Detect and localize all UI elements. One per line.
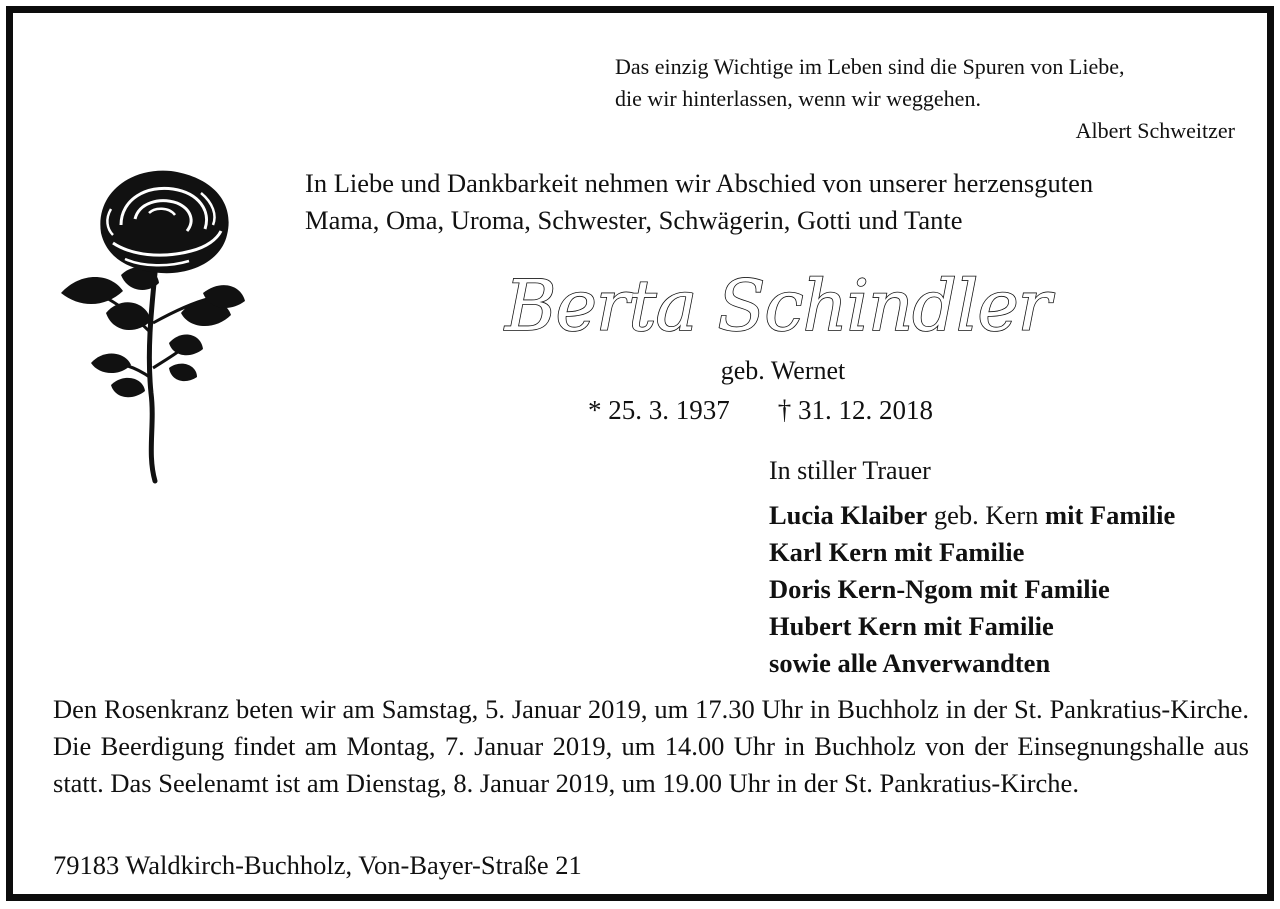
service-details: Den Rosenkranz beten wir am Samstag, 5. Januar 2019, um 17.30 Uhr in Buchholz in der St. Pankratius-Kirche. Die Beerdigung findet am Montag, 7. Januar 2019, um 14.00 Uhr in Buchholz von der Einsegnungshalle aus statt. Das Seelenamt ist am Dienstag, 8. Januar 2019, um 19.00 Uhr in der St. Pankratius-Kirche. [53, 694, 1249, 798]
death-date: † 31. 12. 2018 [777, 395, 933, 425]
mourner-row: Karl Kern mit Familie [769, 537, 1025, 567]
mourning-heading: In stiller Trauer [769, 456, 931, 485]
quote-author: Albert Schweitzer [1075, 118, 1235, 143]
mourner-row: sowie alle Anverwandten [769, 648, 1051, 678]
mourner-row [769, 497, 1259, 534]
mourner-row: Hubert Kern mit Familie [769, 611, 1054, 641]
birth-date: * 25. 3. 1937 [588, 395, 730, 425]
intro-line-1: In Liebe und Dankbarkeit nehmen wir Abschied von unserer herzensguten [305, 168, 1094, 198]
rose-icon [51, 163, 247, 485]
mourners-list [769, 497, 1259, 682]
obituary-frame [6, 6, 1274, 901]
family-address: 79183 Waldkirch-Buchholz, Von-Bayer-Straße 21 [53, 850, 582, 880]
quote-line-1: Das einzig Wichtige im Leben sind die Spuren von Liebe, [615, 54, 1125, 79]
life-dates [588, 391, 988, 429]
mourner-row: Doris Kern-Ngom mit Familie [769, 574, 1110, 604]
mourner-birth-name: geb. Kern [927, 500, 1046, 530]
mourner-name: Lucia Klaiber [769, 500, 928, 530]
quote-block [615, 51, 1235, 147]
mourner-suffix: mit Familie [1045, 500, 1176, 530]
intro-line-2: Mama, Oma, Uroma, Schwester, Schwägerin, Gotti und Tante [305, 205, 963, 235]
birth-name: geb. Wernet [720, 356, 846, 385]
quote-line-2: die wir hinterlassen, wenn wir weggehen. [615, 86, 981, 111]
intro-text [305, 165, 1255, 239]
deceased-name: Berta Schindler [505, 265, 1051, 347]
